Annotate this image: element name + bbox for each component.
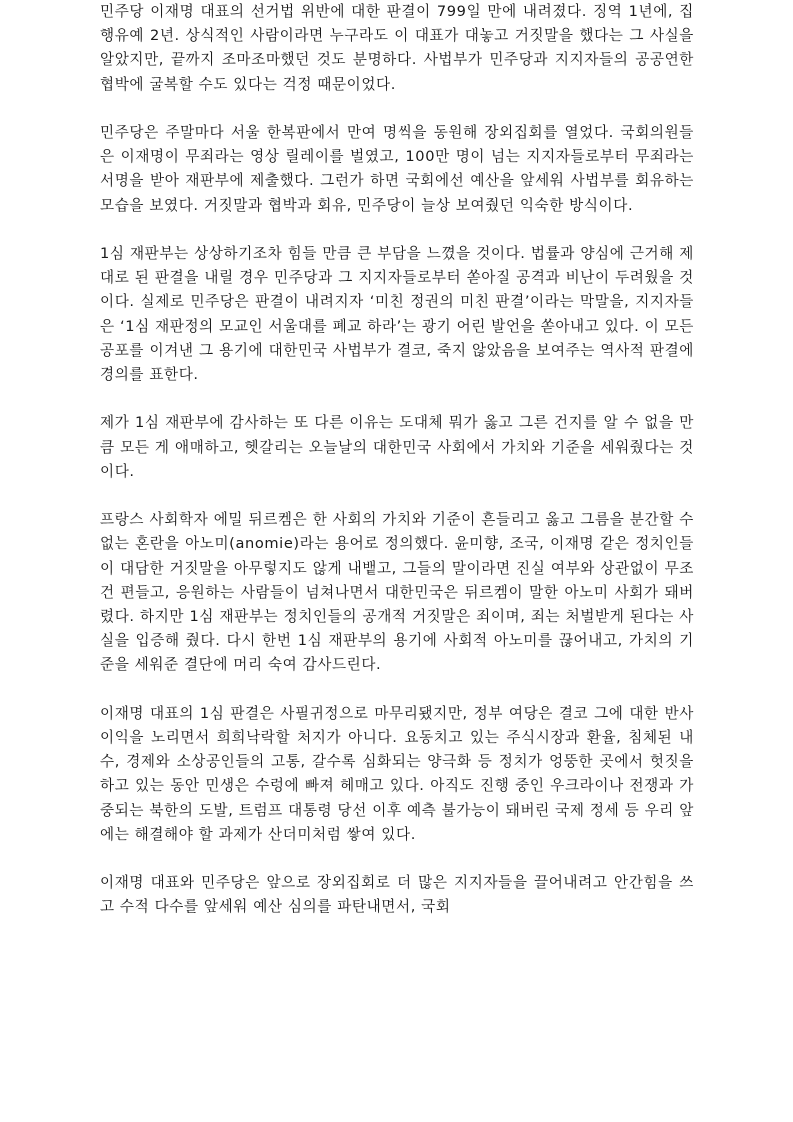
paragraph-4: 제가 1심 재판부에 감사하는 또 다른 이유는 도대체 뭐가 옳고 그른 건지를 알 수 없을 만큼 모든 게 애매하고, 헷갈리는 오늘날의 대한민국 사회에서 가치와 기준을 세워줬다는 것이다.	[100, 414, 694, 480]
paragraph-2: 민주당은 주말마다 서울 한복판에서 만여 명씩을 동원해 장외집회를 열었다. 국회의원들은 이재명이 무죄라는 영상 릴레이를 벌였고, 100만 명이 넘는 지지자들로부터 무죄라는 서명을 받아 재판부에 제출했다. 그런가 하면 국회에선 예산을 앞세워 사법부를 회유하는 모습을 보였다. 거짓말과 협박과 회유, 민주당이 늘상 보여줬던 익숙한 방식이다.	[100, 124, 694, 214]
paragraph-1: 민주당 이재명 대표의 선거법 위반에 대한 판결이 799일 만에 내려졌다. 징역 1년에, 집행유예 2년. 상식적인 사람이라면 누구라도 이 대표가 대놓고 거짓말을 했다는 그 사실을 알았지만, 끝까지 조마조마했던 것도 분명하다. 사법부가 민주당과 지지자들의 공공연한 협박에 굴복할 수도 있다는 걱정 때문이었다.	[100, 3, 694, 93]
paragraph-6: 이재명 대표의 1심 판결은 사필귀정으로 마무리됐지만, 정부 여당은 결코 그에 대한 반사이익을 노리면서 희희낙락할 처지가 아니다. 요동치고 있는 주식시장과 환율, 침체된 내수, 경제와 소상공인들의 고통, 갈수록 심화되는 양극화 등 정치가 엉뚱한 곳에서 헛짓을 하고 있는 동안 민생은 수렁에 빠져 헤매고 있다. 아직도 진행 중인 우크라이나 전쟁과 가중되는 북한의 도발, 트럼프 대통령 당선 이후 예측 불가능이 돼버린 국제 정세 등 우리 앞에는 해결해야 할 과제가 산더미처럼 쌓여 있다.	[100, 704, 694, 843]
paragraph-7: 이재명 대표와 민주당은 앞으로 장외집회로 더 많은 지지자들을 끌어내려고 안간힘을 쓰고 수적 다수를 앞세워 예산 심의를 파탄내면서, 국회	[100, 874, 694, 916]
document-page	[100, 0, 694, 944]
paragraph-5: 프랑스 사회학자 에밀 뒤르켐은 한 사회의 가치와 기준이 흔들리고 옳고 그름을 분간할 수 없는 혼란을 아노미(anomie)라는 용어로 정의했다. 윤미향, 조국, 이재명 같은 정치인들이 대담한 거짓말을 아무렇지도 않게 내뱉고, 그들의 말이라면 진실 여부와 상관없이 무조건 편들고, 응원하는 사람들이 넘쳐나면서 대한민국은 뒤르켐이 말한 아노미 사회가 돼버렸다. 하지만 1심 재판부는 정치인들의 공개적 거짓말은 죄이며, 죄는 처벌받게 된다는 사실을 입증해 줬다. 다시 한번 1심 재판부의 용기에 사회적 아노미를 끊어내고, 가치의 기준을 세워준 결단에 머리 숙여 감사드린다.	[100, 511, 694, 674]
paragraph-3: 1심 재판부는 상상하기조차 힘들 만큼 큰 부담을 느꼈을 것이다. 법률과 양심에 근거해 제대로 된 판결을 내릴 경우 민주당과 그 지지자들로부터 쏟아질 공격과 비난이 두려웠을 것이다. 실제로 민주당은 판결이 내려지자 ‘미친 정권의 미친 판결’이라는 막말을, 지지자들은 ‘1심 재판정의 모교인 서울대를 폐교 하라’는 광기 어린 발언을 쏟아내고 있다. 이 모든 공포를 이겨낸 그 용기에 대한민국 사법부가 결코, 죽지 않았음을 보여주는 역사적 판결에 경의를 표한다.	[100, 245, 694, 384]
